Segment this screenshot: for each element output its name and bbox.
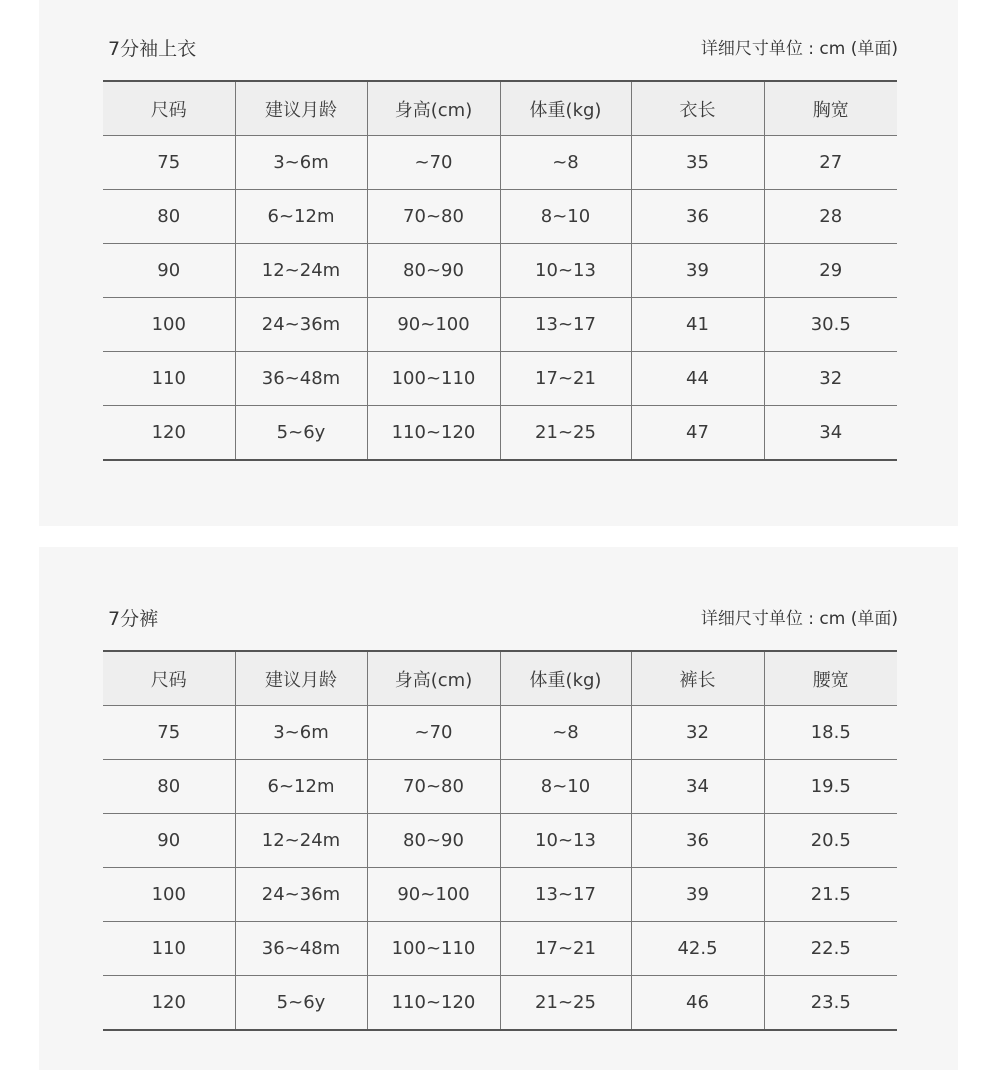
table-cell: 8~10 [500,760,631,814]
table-cell: 3~6m [235,706,367,760]
table-cell: ~70 [367,706,500,760]
table-cell: 90 [103,244,235,298]
table-row [103,298,897,352]
header-size: 尺码 [103,651,235,706]
table-cell: 21~25 [500,976,631,1031]
table-cell: 42.5 [631,922,764,976]
table-cell: 90~100 [367,298,500,352]
table-cell: 47 [631,406,764,461]
table-cell: 23.5 [764,976,897,1031]
table-row [103,136,897,190]
table-cell: 100~110 [367,352,500,406]
header-height: 身高(cm) [367,81,500,136]
table-row [103,406,897,461]
table-row [103,244,897,298]
table-cell: 28 [764,190,897,244]
header-chest-width: 胸宽 [764,81,897,136]
header-waist-width: 腰宽 [764,651,897,706]
table-row [103,814,897,868]
table-cell: 39 [631,244,764,298]
table-cell: 110~120 [367,976,500,1031]
table-cell: 10~13 [500,814,631,868]
unit-note: 详细尺寸单位 : cm (单面) [700,609,898,629]
section-title: 7分袖上衣 [108,38,197,60]
table-cell: 70~80 [367,190,500,244]
top-size-panel [39,0,958,526]
table-cell: 80~90 [367,244,500,298]
table-cell: 80 [103,760,235,814]
table-cell: 36~48m [235,922,367,976]
table-cell: 17~21 [500,352,631,406]
table-cell: 120 [103,406,235,461]
bottom-size-panel [39,547,958,1070]
table-cell: 12~24m [235,814,367,868]
table-cell: 80~90 [367,814,500,868]
table-cell: 5~6y [235,406,367,461]
table-cell: 24~36m [235,298,367,352]
header-age: 建议月龄 [235,651,367,706]
table-cell: 36~48m [235,352,367,406]
table-header-row [103,651,897,706]
table-cell: 32 [631,706,764,760]
table-cell: 21~25 [500,406,631,461]
table-cell: 22.5 [764,922,897,976]
table-cell: 13~17 [500,298,631,352]
bottom-size-table [103,650,897,1031]
top-panel-header [108,34,898,64]
table-cell: 34 [631,760,764,814]
table-cell: 13~17 [500,868,631,922]
table-cell: 110 [103,922,235,976]
table-header-row [103,81,897,136]
table-cell: 100 [103,868,235,922]
unit-note: 详细尺寸单位 : cm (单面) [700,39,898,59]
table-cell: 120 [103,976,235,1031]
table-cell: 70~80 [367,760,500,814]
table-cell: ~70 [367,136,500,190]
table-cell: 6~12m [235,760,367,814]
table-cell: 20.5 [764,814,897,868]
table-cell: 12~24m [235,244,367,298]
header-height: 身高(cm) [367,651,500,706]
table-row [103,922,897,976]
table-cell: 19.5 [764,760,897,814]
table-row [103,868,897,922]
table-cell: 90~100 [367,868,500,922]
table-cell: 36 [631,814,764,868]
table-cell: 24~36m [235,868,367,922]
table-cell: 100 [103,298,235,352]
table-cell: 36 [631,190,764,244]
table-cell: 46 [631,976,764,1031]
table-cell: 39 [631,868,764,922]
table-cell: 5~6y [235,976,367,1031]
table-cell: 75 [103,136,235,190]
table-row [103,190,897,244]
table-cell: 34 [764,406,897,461]
table-cell: ~8 [500,136,631,190]
table-cell: 90 [103,814,235,868]
table-cell: 17~21 [500,922,631,976]
table-cell: 30.5 [764,298,897,352]
header-weight: 体重(kg) [500,81,631,136]
table-cell: 110~120 [367,406,500,461]
table-cell: 41 [631,298,764,352]
table-cell: 75 [103,706,235,760]
table-cell: 44 [631,352,764,406]
table-row [103,760,897,814]
header-weight: 体重(kg) [500,651,631,706]
table-cell: 29 [764,244,897,298]
table-cell: 8~10 [500,190,631,244]
top-size-table [103,80,897,461]
table-row [103,706,897,760]
table-cell: 35 [631,136,764,190]
header-size: 尺码 [103,81,235,136]
table-cell: 100~110 [367,922,500,976]
table-cell: 6~12m [235,190,367,244]
table-cell: 3~6m [235,136,367,190]
header-length: 裤长 [631,651,764,706]
table-cell: 18.5 [764,706,897,760]
table-cell: 110 [103,352,235,406]
section-title: 7分裤 [108,608,159,630]
table-cell: 21.5 [764,868,897,922]
table-cell: 10~13 [500,244,631,298]
bottom-panel-header [108,604,898,634]
header-age: 建议月龄 [235,81,367,136]
header-length: 衣长 [631,81,764,136]
table-cell: 27 [764,136,897,190]
table-row [103,976,897,1031]
table-row [103,352,897,406]
table-cell: 80 [103,190,235,244]
table-cell: ~8 [500,706,631,760]
table-cell: 32 [764,352,897,406]
